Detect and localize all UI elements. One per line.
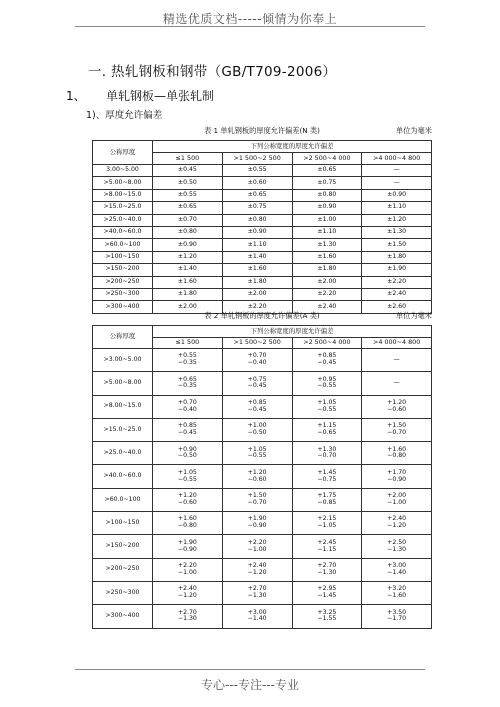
tolerance-cell: ±1.80 (292, 264, 362, 276)
upper-tolerance: +1.45 (317, 468, 337, 476)
upper-tolerance: +1.15 (317, 422, 337, 430)
lower-tolerance: −0.90 (387, 475, 407, 483)
subsection-title: 单轧钢板—单张轧制 (106, 89, 215, 103)
table1-caption-row (92, 126, 432, 136)
subsubsection-heading: 1)、厚度允许偏差 (86, 110, 163, 121)
table-row (93, 372, 432, 395)
tolerance-cell: ±0.75 (222, 202, 292, 214)
tolerance-cell (292, 442, 362, 465)
table-row (93, 395, 432, 418)
tolerance-cell (292, 535, 362, 558)
upper-tolerance: +2.20 (177, 562, 197, 569)
tolerance-cell (292, 581, 362, 604)
upper-tolerance: +2.70 (317, 562, 337, 569)
table2-header-width: >1 500~2 500 (222, 337, 292, 349)
tolerance-cell: ±0.50 (153, 177, 223, 189)
upper-tolerance: +0.90 (177, 445, 197, 453)
tolerance-cell (292, 349, 362, 372)
table-row (93, 488, 432, 511)
upper-tolerance: +3.25 (317, 608, 337, 616)
upper-tolerance: +3.00 (247, 608, 267, 616)
lower-tolerance: −0.45 (317, 359, 337, 367)
header-rule (75, 26, 425, 27)
table2-body (93, 349, 432, 629)
upper-tolerance: +1.05 (247, 445, 267, 453)
upper-tolerance: +0.95 (317, 375, 337, 383)
tolerance-cell: ±2.00 (153, 301, 223, 313)
upper-tolerance: +1.05 (317, 398, 337, 406)
table1-header-width: >1 500~2 500 (222, 153, 292, 165)
thickness-cell: >250~300 (93, 288, 153, 300)
tolerance-cell (153, 512, 223, 535)
upper-tolerance: +0.55 (177, 352, 197, 360)
upper-tolerance: +2.15 (317, 515, 337, 523)
upper-tolerance: +1.20 (387, 398, 407, 406)
lower-tolerance: −1.70 (387, 615, 407, 623)
table2-header-thickness: 公称厚度 (93, 326, 153, 349)
thickness-cell: >5.00~8.00 (93, 177, 153, 189)
table1-header-thickness: 公称厚度 (93, 141, 153, 165)
page-header: 精选优质文档-----倾情为你奉上 (162, 12, 338, 26)
table-row (93, 177, 432, 189)
tolerance-cell: ±1.10 (222, 239, 292, 251)
tolerance-cell: ±1.10 (292, 226, 362, 238)
tolerance-cell (362, 512, 432, 535)
tolerance-cell: ±0.80 (222, 214, 292, 226)
table-row (93, 165, 432, 177)
tolerance-cell: ±1.60 (153, 276, 223, 288)
tolerance-cell: ±1.30 (292, 239, 362, 251)
upper-tolerance: +2.50 (387, 538, 407, 546)
tolerance-cell: ±0.60 (222, 177, 292, 189)
lower-tolerance: −0.65 (317, 429, 337, 437)
tolerance-cell: ±1.60 (222, 264, 292, 276)
thickness-cell: >60.0~100 (93, 239, 153, 251)
tolerance-cell (292, 395, 362, 418)
lower-tolerance: −1.05 (317, 522, 337, 530)
lower-tolerance: −0.75 (317, 475, 337, 483)
table-row (93, 349, 432, 372)
tolerance-cell (362, 442, 432, 465)
tolerance-cell: ±1.50 (362, 239, 432, 251)
tolerance-cell (292, 512, 362, 535)
table2-header-group: 下列公称宽度的厚度允许偏差 (153, 326, 432, 338)
tolerance-cell (153, 605, 223, 628)
tolerance-cell (292, 558, 362, 581)
tolerance-cell: ±2.40 (362, 288, 432, 300)
lower-tolerance: −0.70 (317, 452, 337, 460)
lower-tolerance: −0.40 (247, 359, 267, 367)
table2-header-width: ≤1 500 (153, 337, 223, 349)
tolerance-cell: ±0.70 (153, 214, 223, 226)
tolerance-cell (153, 558, 223, 581)
tolerance-cell (362, 488, 432, 511)
lower-tolerance: −0.55 (247, 452, 267, 460)
tolerance-cell (153, 535, 223, 558)
lower-tolerance: −1.30 (177, 615, 197, 623)
upper-tolerance: +1.60 (177, 515, 197, 523)
tolerance-cell (292, 418, 362, 441)
upper-tolerance: +1.90 (177, 538, 197, 546)
tolerance-cell (292, 372, 362, 395)
upper-tolerance: +3.50 (387, 608, 407, 616)
table1-unit: 单位为毫米 (396, 126, 432, 135)
thickness-cell: >100~150 (93, 512, 153, 535)
lower-tolerance: −0.50 (177, 452, 197, 460)
table-row (93, 264, 432, 276)
table2 (92, 325, 432, 629)
upper-tolerance: +1.20 (247, 468, 267, 476)
table2-header-width: >2 500~4 000 (292, 337, 362, 349)
table-row (93, 214, 432, 226)
upper-tolerance: +3.20 (387, 585, 407, 593)
tolerance-cell: ±0.80 (292, 189, 362, 201)
tolerance-cell: ±2.20 (292, 288, 362, 300)
tolerance-cell: — (362, 349, 432, 372)
upper-tolerance: +1.05 (177, 468, 197, 476)
upper-tolerance: +0.85 (317, 352, 337, 360)
section-title: 一. 热轧钢板和钢带（GB/T709-2006） (88, 64, 337, 80)
lower-tolerance: −0.45 (177, 429, 197, 437)
tolerance-cell: — (362, 372, 432, 395)
upper-tolerance: +0.75 (247, 375, 267, 383)
upper-tolerance: +1.50 (387, 422, 407, 430)
upper-tolerance: +2.00 (387, 492, 407, 500)
thickness-cell: >40.0~60.0 (93, 226, 153, 238)
table1-caption: 表 1 单轧钢板的厚度允许偏差(N 类) (204, 126, 320, 135)
tolerance-cell (222, 465, 292, 488)
tolerance-cell (222, 442, 292, 465)
tolerance-cell: ±1.20 (153, 251, 223, 263)
lower-tolerance: −1.15 (317, 545, 337, 553)
upper-tolerance: +1.00 (247, 422, 267, 430)
upper-tolerance: +1.30 (317, 445, 337, 453)
upper-tolerance: +1.70 (387, 468, 407, 476)
lower-tolerance: −0.45 (247, 405, 267, 413)
tolerance-cell: ±1.10 (362, 202, 432, 214)
tolerance-cell (222, 418, 292, 441)
lower-tolerance: −0.35 (177, 359, 197, 367)
table-row (93, 202, 432, 214)
tolerance-cell: ±0.45 (153, 165, 223, 177)
thickness-cell: >25.0~40.0 (93, 442, 153, 465)
upper-tolerance: +1.60 (387, 445, 407, 453)
table2-unit: 单位为毫米 (396, 311, 432, 320)
tolerance-cell (362, 581, 432, 604)
table-row (93, 251, 432, 263)
table-row (93, 226, 432, 238)
tolerance-cell: ±1.40 (153, 264, 223, 276)
lower-tolerance: −1.45 (317, 592, 337, 600)
tolerance-cell: ±0.90 (362, 189, 432, 201)
subsection-number: 1、 (66, 89, 86, 103)
thickness-cell: >150~200 (93, 535, 153, 558)
table2-caption: 表 2 单轧钢板的厚度允许偏差(A 类) (204, 311, 320, 320)
table-row (93, 465, 432, 488)
lower-tolerance: −0.55 (317, 405, 337, 413)
table2-header-width: >4 000~4 800 (362, 337, 432, 349)
tolerance-cell (292, 488, 362, 511)
tolerance-cell: ±0.75 (292, 177, 362, 189)
table-row (93, 418, 432, 441)
upper-tolerance: +1.50 (247, 492, 267, 500)
lower-tolerance: −0.80 (177, 522, 197, 530)
table1-header-width: ≤1 500 (153, 153, 223, 165)
tolerance-cell: ±1.90 (362, 264, 432, 276)
thickness-cell: >60.0~100 (93, 488, 153, 511)
page-footer: 专心---专注---专业 (201, 678, 299, 692)
tolerance-cell: — (362, 177, 432, 189)
lower-tolerance: −0.40 (177, 405, 197, 413)
tolerance-cell (153, 395, 223, 418)
table1-header-width: >4 000~4 800 (362, 153, 432, 165)
tolerance-cell (292, 465, 362, 488)
lower-tolerance: −1.30 (387, 545, 407, 553)
tolerance-cell: ±1.60 (292, 251, 362, 263)
thickness-cell: >40.0~60.0 (93, 465, 153, 488)
tolerance-cell (222, 512, 292, 535)
lower-tolerance: −0.60 (247, 475, 267, 483)
lower-tolerance: −1.20 (247, 568, 267, 576)
tolerance-cell: ±0.90 (292, 202, 362, 214)
lower-tolerance: −0.85 (317, 498, 337, 506)
tolerance-cell: ±0.90 (153, 239, 223, 251)
lower-tolerance: −1.40 (247, 615, 267, 623)
tolerance-cell: ±0.80 (153, 226, 223, 238)
tolerance-cell: ±0.90 (222, 226, 292, 238)
tolerance-cell (222, 349, 292, 372)
tolerance-cell (222, 581, 292, 604)
lower-tolerance: −1.00 (387, 498, 407, 506)
tolerance-cell: ±2.00 (292, 276, 362, 288)
upper-tolerance: +2.95 (317, 585, 337, 593)
upper-tolerance: +2.45 (317, 538, 337, 546)
tolerance-cell (222, 605, 292, 628)
table1-body (93, 165, 432, 314)
lower-tolerance: −1.00 (247, 545, 267, 553)
tolerance-cell (222, 488, 292, 511)
table-row (93, 288, 432, 300)
tolerance-cell: ±0.65 (222, 189, 292, 201)
table-row (93, 512, 432, 535)
tolerance-cell (362, 605, 432, 628)
lower-tolerance: −1.40 (387, 568, 407, 576)
tolerance-cell (153, 488, 223, 511)
tolerance-cell (222, 372, 292, 395)
upper-tolerance: +2.40 (177, 585, 197, 593)
tolerance-cell (292, 605, 362, 628)
lower-tolerance: −0.55 (177, 475, 197, 483)
thickness-cell: >15.0~25.0 (93, 418, 153, 441)
tolerance-cell (362, 558, 432, 581)
lower-tolerance: −1.20 (387, 522, 407, 530)
thickness-cell: >200~250 (93, 558, 153, 581)
tolerance-cell (153, 418, 223, 441)
tolerance-cell (222, 558, 292, 581)
lower-tolerance: −0.55 (317, 382, 337, 390)
upper-tolerance: +2.40 (387, 515, 407, 523)
upper-tolerance: +2.70 (247, 585, 267, 593)
tolerance-cell: ±1.80 (362, 251, 432, 263)
table-row (93, 276, 432, 288)
lower-tolerance: −0.90 (247, 522, 267, 530)
lower-tolerance: −0.70 (247, 498, 267, 506)
table-row (93, 558, 432, 581)
table2-caption-row (92, 311, 432, 321)
table-row (93, 535, 432, 558)
upper-tolerance: +2.70 (177, 608, 197, 616)
tolerance-cell: ±1.00 (292, 214, 362, 226)
table1-header-group: 下列公称宽度的厚度允许偏差 (153, 141, 432, 153)
thickness-cell: >8.00~15.0 (93, 189, 153, 201)
tolerance-cell: ±1.80 (153, 288, 223, 300)
tolerance-cell (153, 372, 223, 395)
tolerance-cell (153, 581, 223, 604)
tolerance-cell: ±2.60 (362, 301, 432, 313)
lower-tolerance: −1.30 (317, 568, 337, 576)
tolerance-cell: ±2.40 (292, 301, 362, 313)
lower-tolerance: −0.80 (387, 452, 407, 460)
lower-tolerance: −0.50 (247, 429, 267, 437)
thickness-cell: >100~150 (93, 251, 153, 263)
lower-tolerance: −0.60 (387, 405, 407, 413)
thickness-cell: >15.0~25.0 (93, 202, 153, 214)
tolerance-cell: ±1.40 (222, 251, 292, 263)
table-row (93, 442, 432, 465)
lower-tolerance: −1.00 (177, 568, 197, 576)
thickness-cell: >300~400 (93, 301, 153, 313)
upper-tolerance: +2.40 (247, 562, 267, 569)
upper-tolerance: +2.20 (247, 538, 267, 546)
tolerance-cell: ±0.55 (222, 165, 292, 177)
thickness-cell: 3.00~5.00 (93, 165, 153, 177)
thickness-cell: >300~400 (93, 605, 153, 628)
tolerance-cell: ±0.65 (153, 202, 223, 214)
tolerance-cell: ±0.65 (292, 165, 362, 177)
thickness-cell: >8.00~15.0 (93, 395, 153, 418)
upper-tolerance: +1.20 (177, 492, 197, 500)
upper-tolerance: +3.00 (387, 562, 407, 569)
tolerance-cell (153, 349, 223, 372)
table-row (93, 581, 432, 604)
footer-rule (75, 669, 425, 670)
tolerance-cell (362, 395, 432, 418)
table1-header-width: >2 500~4 000 (292, 153, 362, 165)
tolerance-cell: ±2.20 (362, 276, 432, 288)
upper-tolerance: +1.75 (317, 492, 337, 500)
lower-tolerance: −1.20 (177, 592, 197, 600)
tolerance-cell (153, 442, 223, 465)
lower-tolerance: −0.45 (247, 382, 267, 390)
upper-tolerance: +0.65 (177, 375, 197, 383)
lower-tolerance: −0.70 (387, 429, 407, 437)
tolerance-cell: ±1.80 (222, 276, 292, 288)
lower-tolerance: −0.35 (177, 382, 197, 390)
lower-tolerance: −1.60 (387, 592, 407, 600)
lower-tolerance: −0.60 (177, 498, 197, 506)
tolerance-cell: ±0.55 (153, 189, 223, 201)
tolerance-cell (362, 465, 432, 488)
upper-tolerance: +0.70 (247, 352, 267, 360)
upper-tolerance: +0.85 (247, 398, 267, 406)
table-row (93, 239, 432, 251)
table-row (93, 605, 432, 628)
table1 (92, 140, 432, 314)
tolerance-cell (362, 418, 432, 441)
lower-tolerance: −1.30 (247, 592, 267, 600)
lower-tolerance: −0.90 (177, 545, 197, 553)
tolerance-cell (222, 395, 292, 418)
thickness-cell: >150~200 (93, 264, 153, 276)
thickness-cell: >3.00~5.00 (93, 349, 153, 372)
tolerance-cell: — (362, 165, 432, 177)
thickness-cell: >200~250 (93, 276, 153, 288)
tolerance-cell (222, 535, 292, 558)
upper-tolerance: +0.70 (177, 398, 197, 406)
thickness-cell: >250~300 (93, 581, 153, 604)
subsection-heading (66, 87, 214, 104)
tolerance-cell: ±1.30 (362, 226, 432, 238)
table-row (93, 189, 432, 201)
upper-tolerance: +1.90 (247, 515, 267, 523)
thickness-cell: >5.00~8.00 (93, 372, 153, 395)
upper-tolerance: +0.85 (177, 422, 197, 430)
thickness-cell: >25.0~40.0 (93, 214, 153, 226)
tolerance-cell: ±2.00 (222, 288, 292, 300)
tolerance-cell (153, 465, 223, 488)
lower-tolerance: −1.55 (317, 615, 337, 623)
tolerance-cell: ±1.20 (362, 214, 432, 226)
tolerance-cell: ±2.20 (222, 301, 292, 313)
tolerance-cell (362, 535, 432, 558)
